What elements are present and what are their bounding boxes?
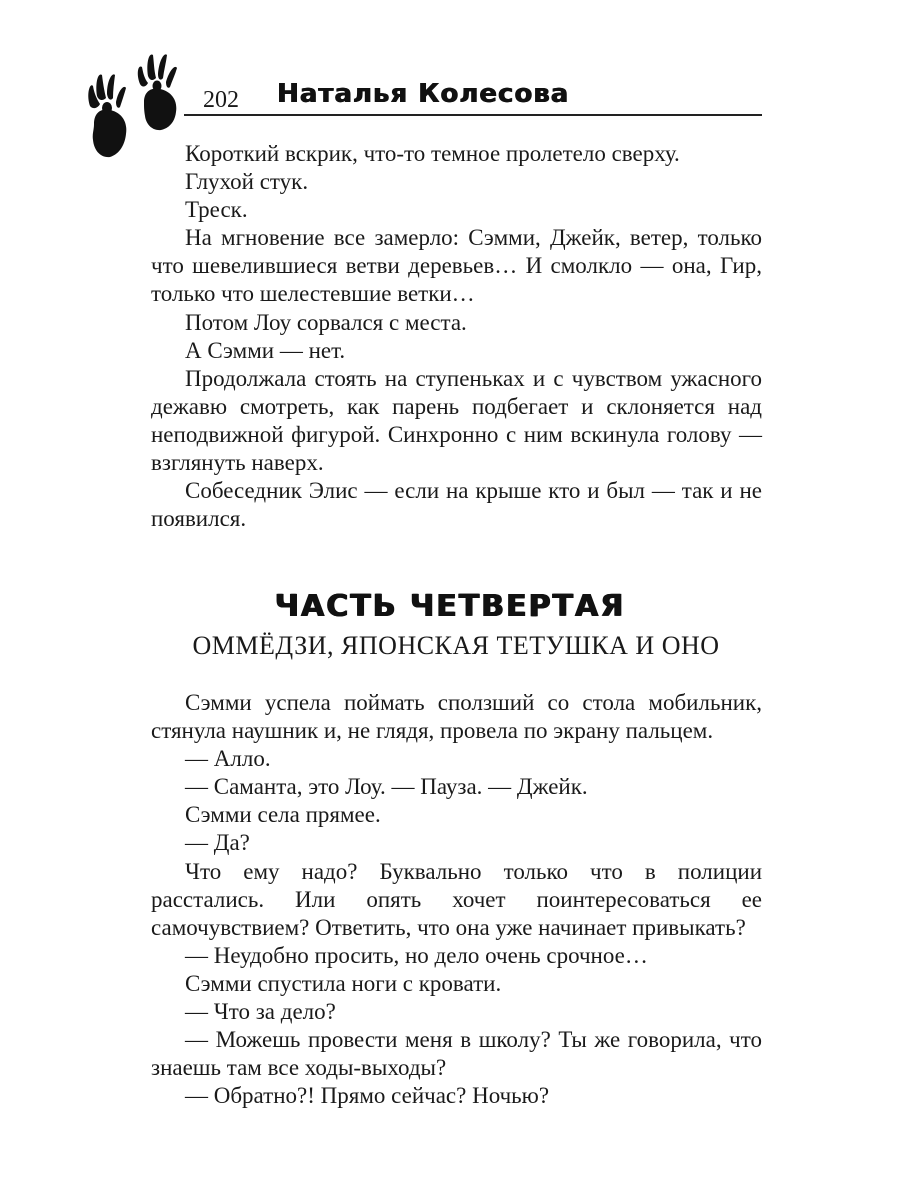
paragraph: Сэмми спустила ноги с кровати.	[185, 970, 502, 996]
paragraph: Треск.	[185, 197, 248, 223]
paragraph: Короткий вскрик, что-то темное пролетело сверху.	[185, 141, 680, 166]
paragraph: — Обратно?! Прямо сейчас? Ночью?	[185, 1083, 550, 1109]
paragraph: — Что за дело?	[185, 999, 336, 1025]
paragraph: Сэмми села прямее.	[185, 802, 381, 828]
paragraph: На мгновение все замерло: Сэмми, Джейк, ветер, только что шевелившиеся ветви деревьев… И смолкло — она, Гир, только что шелестевшие ветки…	[151, 225, 762, 307]
paragraph: Собеседник Элис — если на крыше кто и был — так и не появился.	[151, 478, 762, 532]
page-number: 202	[203, 87, 239, 113]
running-head: Наталья Колесова	[277, 79, 570, 109]
paragraph: — Алло.	[185, 746, 271, 772]
paragraph: А Сэмми — нет.	[185, 337, 346, 363]
paragraph: Потом Лоу сорвался с места.	[185, 309, 467, 335]
paragraph: Продолжала стоять на ступеньках и с чувством ужасного дежавю смотреть, как парень подбегает и склоняется над неподвижной фигурой. Синхронно с ним вскинула голову — взглянуть наверх.	[151, 365, 762, 476]
text-section-after-part	[151, 689, 762, 1110]
header-rule	[184, 114, 762, 116]
part-title: ЧАСТЬ ЧЕТВЕРТАЯ	[274, 589, 626, 624]
right-paw-print	[138, 54, 177, 130]
paragraph: — Неудобно просить, но дело очень срочное…	[185, 942, 648, 968]
left-paw-print	[88, 74, 126, 157]
paragraph: — Можешь провести меня в школу? Ты же говорила, что знаешь там все ходы-выходы?	[151, 1027, 762, 1081]
text-section-before-part	[151, 140, 762, 533]
paragraph: — Да?	[185, 830, 250, 856]
paragraph: Глухой стук.	[185, 169, 309, 195]
paragraph: Сэмми успела поймать сползший со стола мобильник, стянула наушник и, не глядя, провела по экрану пальцем.	[151, 690, 762, 744]
paragraph: — Саманта, это Лоу. — Пауза. — Джейк.	[185, 774, 588, 800]
chapter-title: ОММЁДЗИ, ЯПОНСКАЯ ТЕТУШКА И ОНО	[192, 631, 720, 660]
paragraph: Что ему надо? Буквально только что в полиции расстались. Или опять хочет поинтересоваться ее самочувствием? Ответить, что она уже начинает привыкать?	[151, 858, 762, 940]
